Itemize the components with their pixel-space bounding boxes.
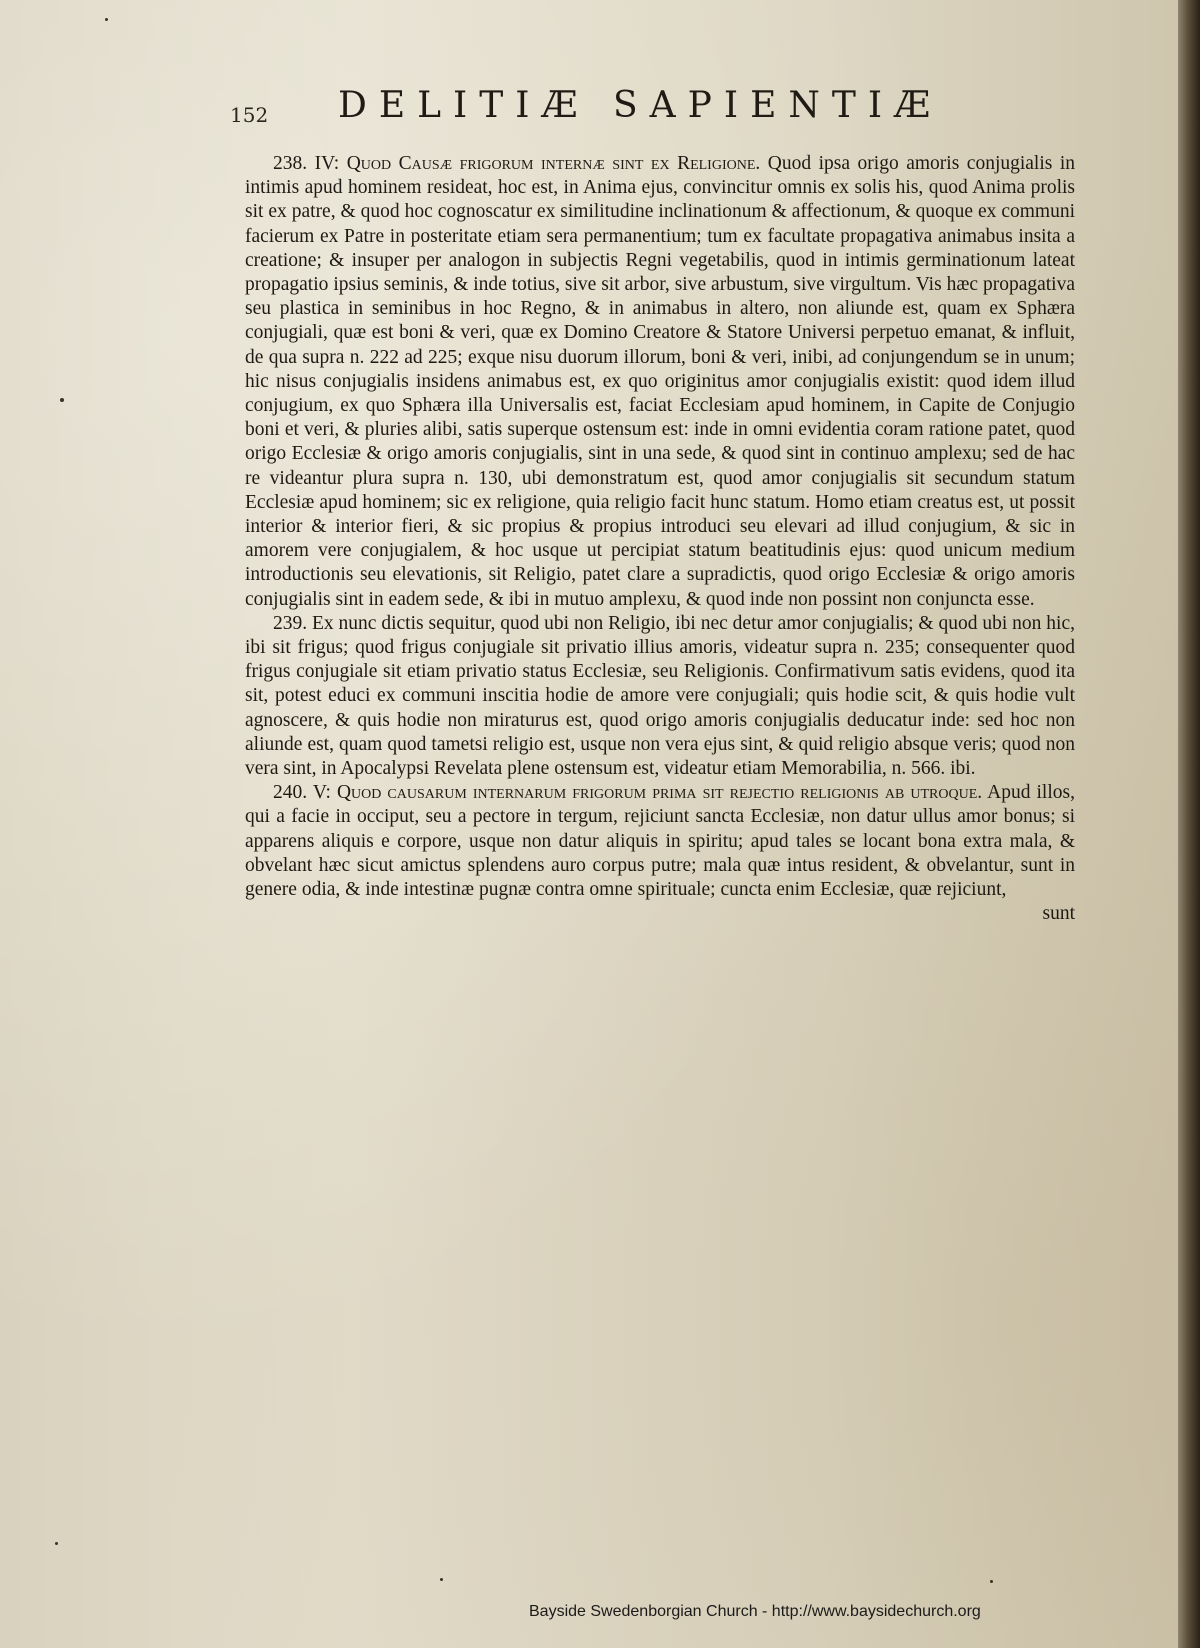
- body-text: [245, 152, 1075, 927]
- paper-speck: [60, 398, 64, 402]
- paragraph-number: 239.: [273, 612, 308, 634]
- running-head: DELITIÆ SAPIENTIÆ: [338, 85, 943, 126]
- paragraph-240: [245, 781, 1075, 902]
- paper-speck: [990, 1580, 993, 1583]
- footer-credit: Bayside Swedenborgian Church - http://www.baysidechurch.org: [529, 1603, 981, 1620]
- paragraph-text: Quod ipsa origo amoris conjugialis in intimis apud hominem resideat, hoc est, in Anima ejus, convincitur omnis ex solis his, quod Anima prolis sit ex patre, & quod hoc cognoscatur ex similitudine inclinationum & affectionum, & quoque ex communi facierum ex Patre in posteritate etiam sera permanentium; tum ex facultate propagativa animabus insita a creatione; & insuper per analogon in subjectis Regni vegetabilis, quod in intimis germinationum lateat propagatio ipsius seminis, & inde totius, sive sit arbor, sive arbustum, sive virgultum. Vis hæc propagativa seu plastica in seminibus in hoc Regno, & in animabus in altero, non aliunde est, quam ex Sphæra conjugiali, quæ est boni & veri, quæ ex Domino Creatore & Statore Universi perpetuo emanat, & influit, de qua supra n. 222 ad 225; exque nisu duorum illorum, boni & veri, inibi, ad conjungendum se in unum; hic nisus conjugialis insidens animabus est, ex quo originitus amor conjugialis existit: quod idem illud conjugium, ex quo Sphæra illa Universalis est, faciat Ecclesiam apud hominem, in Capite de Conjugio boni et veri, & pluries alibi, satis superque ostensum est: inde in omni evidentia coram ratione patet, quod origo Ecclesiæ & origo amoris conjugialis, sint in una sede, & quod sint in continuo amplexu; sed de hac re videantur plura supra n. 130, ubi demonstratum est, quod amor conjugialis sit secundum statum Ecclesiæ apud hominem; sic ex religione, quia religio facit hunc statum. Homo etiam creatus est, ut possit interior & interior fieri, & sic propius & propius introduci seu elevari ad illud conjugium, & sic in amorem vere conjugialem, & hoc usque ut percipiat statum beatitudinis ejus: quod unicum medium introductionis seu elevationis, sit Religio, patet clare a supradictis, quod origo Ecclesiæ & origo amoris conjugialis sint in eadem sede, & ibi in mutuo amplexu, & quod inde non possint non conjuncta esse.: [245, 153, 1076, 610]
- paragraph-heading: Quod Causæ frigorum internæ sint ex Religione.: [346, 153, 761, 174]
- paper-speck: [440, 1578, 443, 1581]
- paragraph-text: Apud illos, qui a facie in occiput, seu a pectore in tergum, rejiciunt sancta Ecclesiæ, non datur ullus amor bonus; si apparens aliquis e corpore, usque non datur aliquis in spiritu; apud tales se locant bona extra mala, & obvelant hæc sicut amictus splendens auro corpus putre; mala quæ intus resident, & obvelantur, sunt in genere odia, & inde intestinæ pugnæ contra omne spirituale; cuncta enim Ecclesiæ, quæ rejiciunt,: [245, 782, 1075, 901]
- catchword: sunt: [1042, 903, 1075, 925]
- page-header: [230, 85, 990, 135]
- paragraph-number: 240. V:: [273, 782, 331, 804]
- paragraph-number: 238. IV:: [273, 153, 340, 174]
- paragraph-239: [245, 612, 1075, 781]
- page-number: 152: [230, 103, 269, 127]
- paragraph-text: Ex nunc dictis sequitur, quod ubi non Religio, ibi nec detur amor conjugialis; & quod ubi non hic, ibi sit frigus; quod frigus conjugiale sit privatio illius amoris, videatur supra n. 235; consequenter quod frigus conjugiale sit etiam privatio status Ecclesiæ, seu Religionis. Confirmativum satis evidens, quod ita sit, potest educi ex communi inscitia hodie de amore vere conjugiali; quis hodie scit, & quis hodie vult agnoscere, & quis hodie non miraturus est, quod origo amoris conjugialis deducatur inde: sed hoc non aliunde est, quam quod tametsi religio est, usque non vera ejus sint, & quid religio absque veris; quod non vera sint, in Apocalypsi Revelata plene ostensum est, videatur etiam Memorabilia, n. 566. ibi.: [245, 612, 1075, 780]
- paragraph-heading: Quod causarum internarum frigorum prima sit rejectio religionis ab utroque.: [336, 782, 983, 804]
- paper-speck: [55, 1542, 58, 1545]
- paragraph-238: [245, 152, 1075, 612]
- book-gutter-edge: [1178, 0, 1200, 1648]
- paper-speck: [105, 18, 108, 21]
